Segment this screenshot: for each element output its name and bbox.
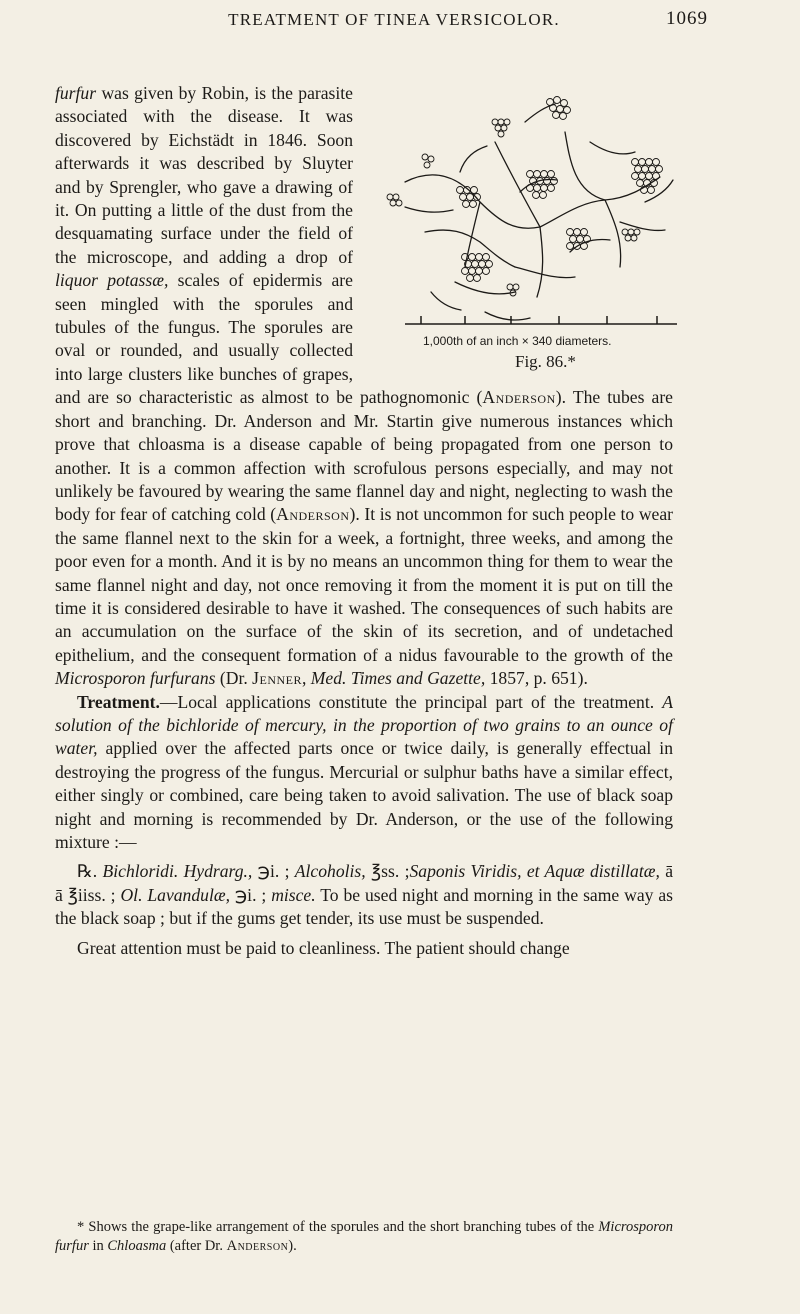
- text-run: (after Dr.: [166, 1238, 227, 1254]
- text-run: ).: [288, 1238, 297, 1254]
- sporule-cluster: [547, 97, 571, 120]
- text-run: Chloasma: [107, 1238, 167, 1254]
- text-run: applied over the affected parts once or twice daily, is generally effectual in destroying the progress of the fungus. Mercurial or sulphur baths have a similar effect, either singly or combined, care being taken to avoid salivation. The use of black soap night and morning is recommended by Dr. Anderson, or the use of the following mixture :—: [55, 738, 673, 852]
- text-run: To be used night and morning in the same way as the black soap ; but if the gums get tender, its use must be suspended.: [55, 884, 674, 929]
- paragraph-treatment: [55, 691, 673, 855]
- text-run: (Dr.: [215, 668, 253, 689]
- page-header: [88, 6, 708, 36]
- text-run: ,: [301, 668, 311, 689]
- body-text: [55, 82, 673, 960]
- text-run: was given by Robin, is the parasite associated with the disease. It was discovered by Eichstädt in 1846. Soon afterwards it was described by Sluyter and by Sprengler, who gave a drawing of it. On putting a little of the dust from the desquamating surface under the field of the microscope, and adding a drop of: [55, 83, 353, 267]
- text-run: ). It is not uncommon for such people to wear the same flannel next to the skin for a week, a fortnight, three weeks, and among the poor even for a month. And it is by no means an uncommon thing for them to wear the same flannel night and day, not once removing it from the moment it is put on till the time it is considered desirable to have it washed. The consequences of such habits are an accumulation on the surface of the skin of its secretion, and of undetached epithelium, and the consequent formation of a nidus favourable to the growth of the: [55, 504, 673, 665]
- text-run: Saponis Viridis, et Aquæ distillatæ,: [409, 861, 660, 882]
- running-head: TREATMENT OF TINEA VERSICOLOR.: [228, 10, 560, 29]
- page-number: 1069: [666, 8, 708, 29]
- recipe-symbol: ℞.: [77, 861, 103, 882]
- text-run: ā ā ℥iiss. ;: [55, 861, 673, 905]
- text-run: —Local applications constitute the principal part of the treatment.: [159, 691, 663, 712]
- text-run: Great attention must be paid to cleanliness. The patient should change: [77, 937, 570, 958]
- text-run: misce.: [271, 884, 316, 905]
- text-run: Microsporon furfurans: [55, 668, 216, 689]
- text-run: scales of epidermis are seen mingled with the sporules and tubules of the fungus. The sporules are oval or rounded, and usually collected into large clusters like bunches of grapes, and are so characteristic as almost to be pathognomonic (: [55, 270, 483, 408]
- text-run: 1857, p. 651).: [485, 668, 588, 689]
- text-run: * Shows the grape-like arrangement of the sporules and the short branching tubes of the: [77, 1219, 599, 1235]
- figure-label: Fig. 86.*: [515, 352, 576, 371]
- paragraph-prescription: [55, 860, 673, 930]
- text-run: ). The tubes are short and branching. Dr. Anderson and Mr. Startin give numerous instances which prove that chloasma is a disease capable of being propagated from one person to another. It is a common affection with scrofulous persons especially, and may not unlikely be favoured by wearing the same flannel day and night, neglecting to wash the body for fear of catching cold (: [55, 387, 673, 525]
- scale-bar: [405, 316, 677, 324]
- text-run: ℈i. ;: [252, 861, 295, 882]
- paragraph-cleanliness: [55, 937, 673, 960]
- text-run: A solution of the bichloride of mercury, in the proportion of two grains to an ounce of water,: [55, 691, 673, 759]
- scale-caption: 1,000th of an inch × 340 diameters.: [423, 334, 612, 348]
- section-heading: Treatment.: [77, 691, 160, 712]
- page-edge-shadow: [0, 0, 2, 1314]
- author-citation: Anderson: [482, 387, 556, 408]
- text-run: liquor potassæ,: [55, 270, 169, 291]
- text-run: Microsporon furfur: [55, 1219, 673, 1254]
- text-run: ℥ss. ;: [365, 861, 410, 882]
- author-citation: Anderson: [276, 504, 350, 525]
- text-run: furfur: [55, 83, 97, 103]
- journal-citation: Med. Times and Gazette,: [310, 668, 486, 689]
- text-run: Ol. Lavandulæ,: [120, 884, 230, 905]
- figure-86: [365, 82, 683, 382]
- text-run: ℈i. ;: [229, 884, 272, 905]
- author-citation: Anderson: [226, 1238, 289, 1254]
- author-citation: Jenner: [252, 668, 302, 689]
- text-run: Bichloridi. Hydrarg.,: [102, 861, 253, 882]
- text-run: Alcoholis,: [294, 861, 366, 882]
- footnote: [55, 1218, 673, 1256]
- text-run: in: [88, 1238, 108, 1254]
